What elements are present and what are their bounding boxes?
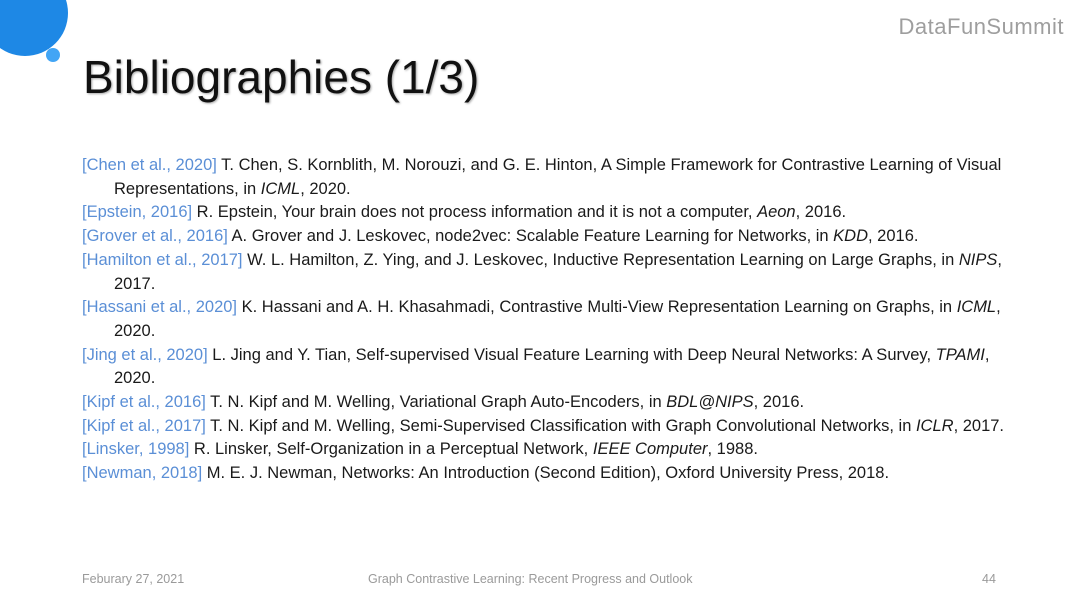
reference-year: , 1988.	[707, 440, 758, 459]
reference-text: K. Hassani and A. H. Khasahmadi, Contrastive Multi-View Representation Learning on Graphs, in	[241, 298, 957, 317]
reference-venue: ICML	[956, 298, 997, 317]
reference-key[interactable]: [Newman, 2018]	[82, 464, 203, 483]
reference-text: A. Grover and J. Leskovec, node2vec: Scalable Feature Learning for Networks, in	[231, 227, 834, 246]
reference-key[interactable]: [Hamilton et al., 2017]	[82, 250, 243, 269]
reference-item	[82, 462, 1012, 486]
reference-year: , 2016.	[795, 203, 847, 222]
reference-venue: ICLR	[915, 416, 954, 435]
reference-venue: NIPS	[958, 250, 998, 269]
reference-year: , 2017.	[953, 416, 1005, 435]
reference-item	[82, 344, 1012, 391]
reference-item	[82, 391, 1012, 415]
reference-item	[82, 201, 1012, 225]
reference-key[interactable]: [Kipf et al., 2017]	[82, 416, 206, 435]
reference-text: T. Chen, S. Kornblith, M. Norouzi, and G. E. Hinton, A Simple Framework for Contrastive Learning of Visual Representations, in	[114, 156, 1002, 198]
reference-venue: ICML	[260, 179, 301, 198]
reference-key[interactable]: [Epstein, 2016]	[82, 203, 193, 222]
reference-venue: IEEE Computer	[592, 440, 708, 459]
page-number: 44	[982, 572, 996, 586]
reference-key[interactable]: [Grover et al., 2016]	[82, 227, 228, 246]
reference-venue: TPAMI	[935, 345, 985, 364]
reference-year: , 2017.	[114, 250, 1002, 293]
reference-item	[82, 154, 1012, 201]
reference-item	[82, 249, 1012, 296]
reference-key[interactable]: [Kipf et al., 2016]	[82, 393, 206, 412]
reference-item	[82, 415, 1012, 439]
slide-title: Bibliographies (1/3)	[83, 51, 480, 103]
reference-year: , 2020.	[300, 179, 351, 198]
footer-date: Feburary 27, 2021	[82, 572, 185, 586]
reference-key[interactable]: [Chen et al., 2020]	[82, 156, 217, 174]
reference-text: R. Epstein, Your brain does not process information and it is not a computer,	[196, 203, 758, 222]
reference-item	[82, 225, 1012, 249]
reference-year: , 2020.	[114, 298, 1001, 340]
logo-circle	[0, 0, 68, 56]
reference-year: , 2016.	[753, 393, 805, 412]
reference-list	[82, 154, 1012, 486]
reference-text: T. N. Kipf and M. Welling, Variational Graph Auto-Encoders, in	[210, 393, 667, 412]
reference-item	[82, 296, 1012, 343]
brand-name: DataFunSummit	[898, 14, 1064, 39]
reference-venue: BDL@NIPS	[666, 393, 754, 412]
reference-venue: KDD	[833, 227, 869, 246]
logo-dot	[46, 48, 60, 62]
reference-year: , 2020.	[114, 345, 990, 388]
reference-text: M. E. J. Newman, Networks: An Introduction (Second Edition), Oxford University Press, 2018.	[206, 464, 890, 483]
reference-text: W. L. Hamilton, Z. Ying, and J. Leskovec, Inductive Representation Learning on Large Graphs, in	[247, 250, 959, 269]
reference-year: , 2016.	[868, 227, 919, 246]
reference-key[interactable]: [Jing et al., 2020]	[82, 345, 208, 364]
reference-key[interactable]: [Hassani et al., 2020]	[82, 298, 238, 317]
reference-text: L. Jing and Y. Tian, Self-supervised Visual Feature Learning with Deep Neural Networks: A Survey,	[212, 345, 936, 364]
reference-text: T. N. Kipf and M. Welling, Semi-Supervised Classification with Graph Convolutional Networks, in	[210, 416, 916, 435]
reference-text: R. Linsker, Self-Organization in a Perceptual Network,	[193, 440, 593, 459]
footer-talk-title: Graph Contrastive Learning: Recent Progress and Outlook	[368, 572, 693, 586]
reference-venue: Aeon	[757, 203, 796, 222]
reference-item	[82, 438, 1012, 462]
reference-key[interactable]: [Linsker, 1998]	[82, 440, 190, 459]
